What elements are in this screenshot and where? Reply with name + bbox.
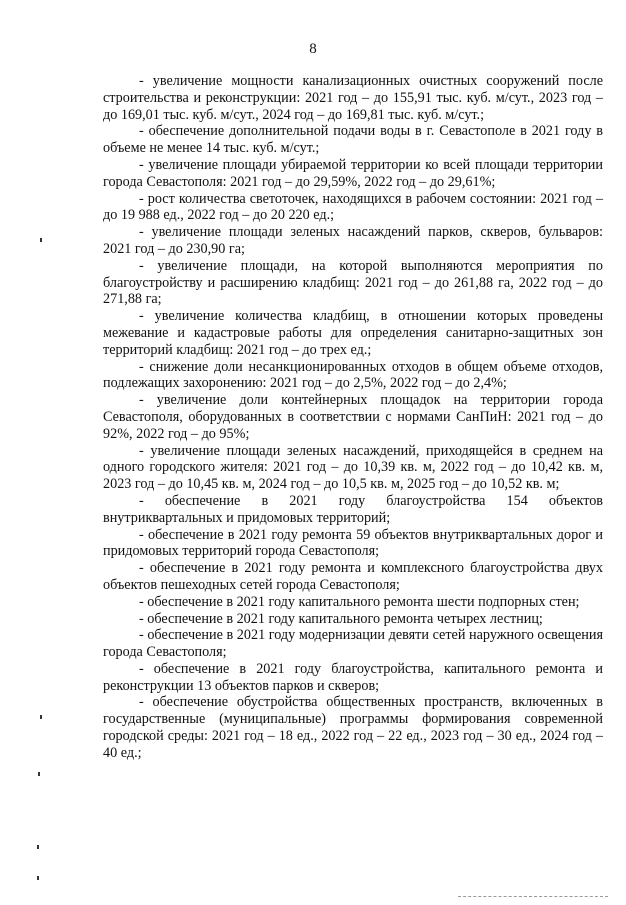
paragraph-yard-roads-repair: - обеспечение в 2021 году ремонта 59 объектов внутриквартальных дорог и придомовых территорий города Севастополя; bbox=[103, 526, 603, 560]
paragraph-green-area: - увеличение площади зеленых насаждений парков, скверов, бульваров: 2021 год – до 230,90 га; bbox=[103, 224, 603, 257]
paragraph-green-per-resident: - увеличение площади зеленых насаждений, приходящейся в среднем на одного городского жителя: 2021 год – до 10,39 кв. м, 2022 год – до 10,42 кв. м, 2023 год – до 10,45 кв. м, 2024 год – до 10,5 кв. м, 2025 год – до 10,52 кв. м; bbox=[103, 442, 603, 493]
paragraph-retaining-walls: - обеспечение в 2021 году капитального ремонта шести подпорных стен; bbox=[139, 593, 580, 610]
paragraph-parks-squares: - обеспечение в 2021 году благоустройства, капитального ремонта и реконструкции 13 объектов парков и скверов; bbox=[103, 660, 603, 694]
paragraph-sewage-capacity: - увеличение мощности канализационных очистных сооружений после строительства и реконструкции: 2021 год – до 155,91 тыс. куб. м/сут., 2023 год – до 169,01 тыс. куб. м/сут., 2024 год – до 169,81 тыс. куб. м/сут.; bbox=[103, 73, 603, 123]
scan-edge-line bbox=[458, 896, 608, 897]
paragraph-container-sites: - увеличение доли контейнерных площадок на территории города Севастополя, оборудованных в соответствии с нормами СанПиН: 2021 год – до 92%, 2022 год – до 95%; bbox=[103, 392, 603, 442]
paragraph-yard-improvement: - обеспечение в 2021 году благоустройства 154 объектов внутриквартальных и придомовых территорий; bbox=[103, 492, 603, 526]
scan-speck bbox=[38, 772, 40, 776]
paragraph-cleaned-area: - увеличение площади убираемой территории ко всей площади территории города Севастополя: 2021 год – до 29,59%, 2022 год – до 29,61%; bbox=[103, 156, 603, 190]
paragraph-water-supply: - обеспечение дополнительной подачи воды в г. Севастополе в 2021 году в объеме не менее 14 тыс. куб. м/сут.; bbox=[103, 123, 603, 157]
paragraph-public-spaces: - обеспечение обустройства общественных пространств, включенных в государственные (муниципальные) программы формирования современной городской среды: 2021 год – 18 ед., 2022 год – 22 ед., 2023 год – 30 ед., 2024 год – 40 ед.; bbox=[103, 694, 603, 761]
paragraph-cemetery-survey: - увеличение количества кладбищ, в отношении которых проведены межевание и кадастровые работы для определения санитарно-защитных зон территорий кладбищ: 2021 год – до трех ед.; bbox=[103, 308, 603, 358]
scan-speck bbox=[40, 238, 42, 242]
scan-speck bbox=[37, 876, 39, 880]
paragraph-lighting-networks: - обеспечение в 2021 году модернизации девяти сетей наружного освещения города Севастополя; bbox=[103, 627, 603, 661]
document-body bbox=[103, 73, 603, 762]
scan-speck bbox=[37, 845, 39, 849]
paragraph-pedestrian-networks: - обеспечение в 2021 году ремонта и комплексного благоустройства двух объектов пешеходных сетей города Севастополя; bbox=[103, 560, 603, 593]
paragraph-light-points: - рост количества светоточек, находящихся в рабочем состоянии: 2021 год – до 19 988 ед., 2022 год – до 20 220 ед.; bbox=[103, 190, 603, 224]
scan-speck bbox=[40, 715, 42, 719]
paragraph-unauthorized-waste: - снижение доли несанкционированных отходов в общем объеме отходов, подлежащих захоронению: 2021 год – до 2,5%, 2022 год – до 2,4%; bbox=[103, 358, 603, 392]
paragraph-stairs: - обеспечение в 2021 году капитального ремонта четырех лестниц; bbox=[139, 610, 543, 627]
page-number: 8 bbox=[309, 41, 317, 57]
paragraph-cemetery-area: - увеличение площади, на которой выполняются мероприятия по благоустройству и расширению кладбищ: 2021 год – до 261,88 га, 2022 год – до 271,88 га; bbox=[103, 257, 603, 308]
